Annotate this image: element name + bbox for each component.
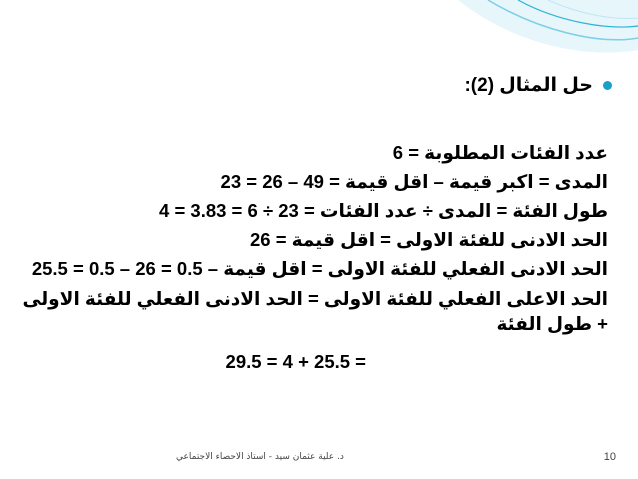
solution-heading <box>14 68 616 102</box>
slide-footer <box>0 449 638 469</box>
actual-upper-limit-line: الحد الاعلى الفعلي للفئة الاولى = الحد الادنى الفعلي للفئة الاولى + طول الفئة <box>22 288 608 334</box>
actual-lower-limit-line: الحد الادنى الفعلي للفئة الاولى = اقل قيمة – 0.5 = 26 – 0.5 = 25.5 <box>31 258 608 279</box>
footer-author: د. علية عثمان سيد - استاذ الاحصاء الاجتماعي <box>176 452 344 462</box>
bullet-icon <box>603 81 612 90</box>
class-count-line: عدد الفئات المطلوبة = 6 <box>392 142 608 163</box>
slide-body <box>14 68 616 376</box>
class-width-line: طول الفئة = المدى ÷ عدد الفئات = 23 ÷ 6 = 3.83 = 4 <box>159 200 608 221</box>
page-number: 10 <box>603 451 616 463</box>
range-line: المدى = اكبر قيمة – اقل قيمة = 49 – 26 = 23 <box>220 171 608 192</box>
solution-heading-text: حل المثال (2): <box>464 74 593 96</box>
upper-limit-result-line: = 25.5 + 4 = 29.5 <box>225 351 366 372</box>
lower-limit-line: الحد الادنى للفئة الاولى = اقل قيمة = 26 <box>249 229 608 250</box>
